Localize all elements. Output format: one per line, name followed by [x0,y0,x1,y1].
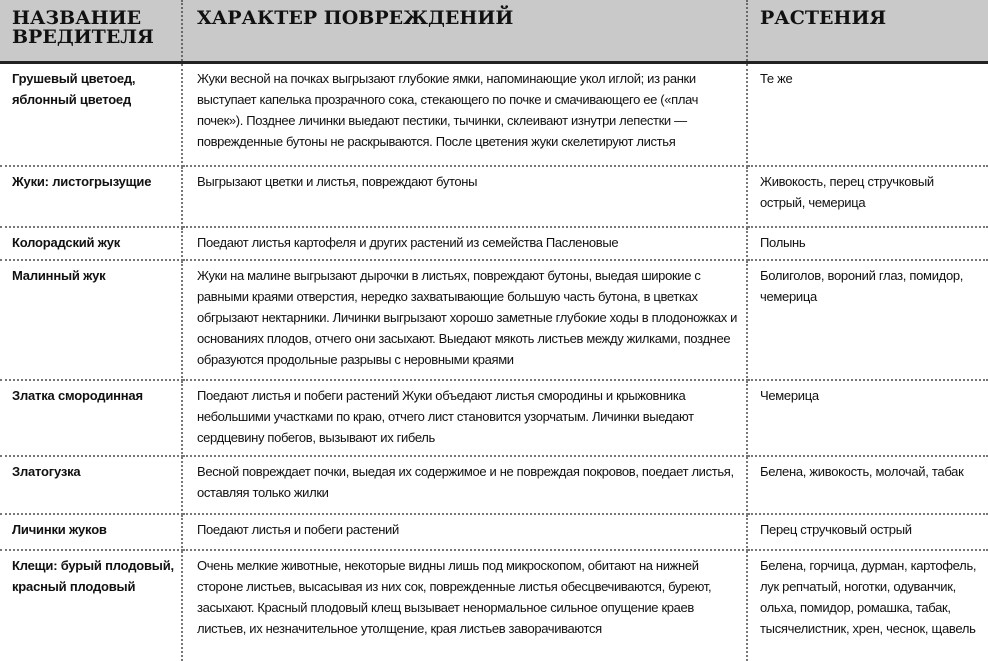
plants-list: Белена, живокость, молочай, табак [747,456,988,514]
header-plants: РАСТЕНИЯ [747,0,988,62]
pest-name: Личинки жуков [0,514,182,550]
table-row [0,514,988,550]
damage-description: Очень мелкие животные, некоторые видны лишь под микроскопом, обитают на нижней стороне листьев, высасывая из них сок, поврежденные листья обесцвечиваются, буреют, засыхают. Красный плодовый клещ вызывает ненормальное сильное опущение краев листьев, их незначительное утолщение, края листьев заворачиваются [182,550,747,661]
header-damage: ХАРАКТЕР ПОВРЕЖДЕНИЙ [182,0,747,62]
pest-name: Клещи: бурый плодовый, красный плодовый [0,550,182,661]
plants-list: Чемерица [747,380,988,456]
pest-name: Малинный жук [0,260,182,380]
table-row [0,380,988,456]
table-row [0,166,988,227]
damage-description: Жуки на малине выгрызают дырочки в листьях, повреждают бутоны, выедая широкие с равными краями отверстия, нередко захватывающие большую часть бутона, в цветках обгрызают нектарники. Личинки выгрызают хорошо заметные глубокие ходы в плодоножках и основаниях плодов, отчего они засыхают. Выедают мякоть листьев между жилками, позднее образуются продольные разрывы с неровными краями [182,260,747,380]
table-row [0,227,988,260]
damage-description: Весной повреждает почки, выедая их содержимое и не повреждая покровов, поедает листья, оставляя только жилки [182,456,747,514]
pest-name: Грушевый цветоед, яблонный цветоед [0,62,182,166]
plants-list: Болиголов, вороний глаз, помидор, чемерица [747,260,988,380]
plants-list: Полынь [747,227,988,260]
damage-description: Поедают листья и побеги растений Жуки объедают листья смородины и крыжовника небольшими участками по краю, отчего лист становится узорчатым. Личинки выедают сердцевину побегов, вызывают их гибель [182,380,747,456]
damage-description: Жуки весной на почках выгрызают глубокие ямки, напоминающие укол иглой; из ранки выступает капелька прозрачного сока, стекающего по почке и смачивающего ее («плач почек»). Позднее личинки выедают пестики, тычинки, склеивают изнутри лепестки — поврежденные бутоны не раскрываются. После цветения жуки скелетируют листья [182,62,747,166]
pest-name: Златка смородинная [0,380,182,456]
pest-name: Жуки: листогрызущие [0,166,182,227]
table-row [0,260,988,380]
plants-list: Белена, горчица, дурман, картофель, лук репчатый, ноготки, одуванчик, ольха, помидор, ромашка, табак, тысячелистник, хрен, чеснок, щавель [760,558,977,636]
header-pest: НАЗВАНИЕ ВРЕДИТЕЛЯ [0,0,182,62]
table-row [0,62,988,166]
damage-description: Поедают листья и побеги растений [182,514,747,550]
table-row [0,550,988,661]
pest-name: Колорадский жук [0,227,182,260]
pest-name: Златогузка [0,456,182,514]
damage-description: Выгрызают цветки и листья, повреждают бутоны [182,166,747,227]
plants-list: Живокость, перец стручковый острый, чемерица [747,166,988,227]
damage-description: Поедают листья картофеля и других растений из семейства Пасленовые [182,227,747,260]
plants-list: Перец стручковый острый [747,514,988,550]
plants-list: Те же [747,62,988,166]
table-row [0,456,988,514]
header-row [0,0,988,62]
